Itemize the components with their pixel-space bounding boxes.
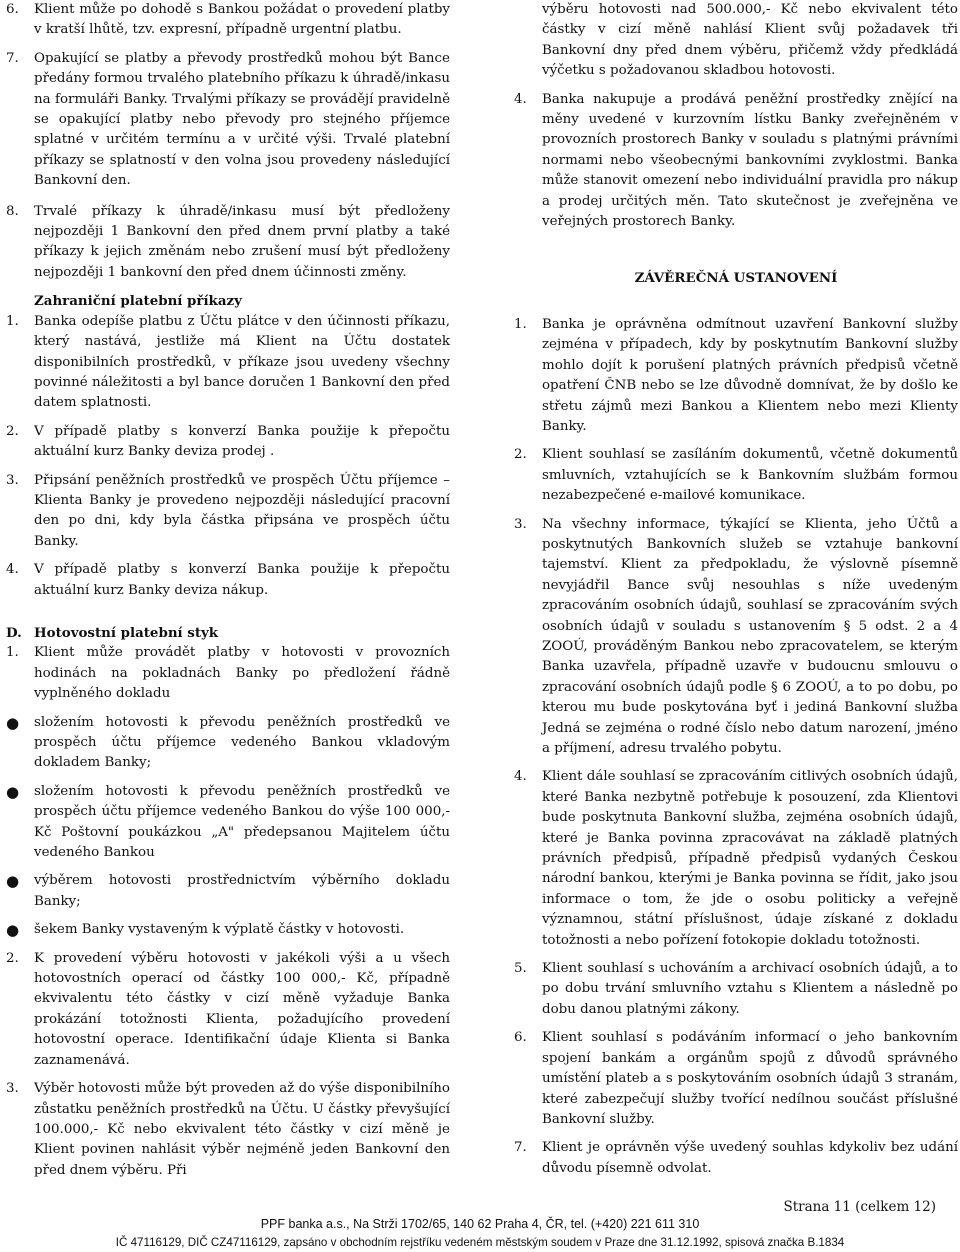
list-item bbox=[6, 1079, 450, 1181]
item-text: Na všechny informace, týkající se Klienta, jeho Účtů a poskytnutých Bankovních služeb se vztahuje bankovní tajemství. Klient za předpokladu, že výslovně písemně nevyjádřil Bance svůj nesouhlas s níže uvedeným zpracováním osobních údajů, souhlasí se zpracováním svých osobních údajů v souladu s ustanovením § 5 odst. 2 a 4 ZOOÚ, prováděným Bankou nebo zpracovatelem, se kterým Banka uzavřela, případně uzavře v budoucnu smlouvu o zpracování osobních údajů podle § 6 ZOOÚ, a to po dobu, po kterou mu bude poskytována byť i jediná Bankovní služba Jedná se zejména o rodné číslo nebo datum narození, jméno a příjmení, adresu trvalého pobytu. bbox=[542, 516, 958, 756]
bullet-icon: ● bbox=[6, 872, 20, 891]
list-item bbox=[514, 959, 958, 1020]
foreign-payments-heading: Zahraniční platební příkazy bbox=[34, 293, 242, 310]
list-item bbox=[514, 1028, 958, 1130]
item-text: Klient může provádět platby v hotovosti v provozních hodinách na pokladnách Banky po předložení řádně vyplněného dokladu bbox=[34, 645, 450, 702]
item-number: 1. bbox=[6, 645, 19, 661]
item-number: 3. bbox=[514, 516, 527, 532]
item-text: Banka nakupuje a prodává peněžní prostředky znějící na měny uvedené v kurzovním lístku Banky zveřejněném v provozních prostorech Banky v souladu s platnými právními normami nebo všeobecnými bankovními zvyklostmi. Banka může stanovit omezení nebo individuální pravidla pro nákup a prodej určitých měn. Tato skutečnost je zveřejněna ve veřejných prostorech Banky. bbox=[542, 91, 958, 230]
item-number: 6. bbox=[6, 2, 19, 17]
list-item bbox=[514, 315, 958, 437]
item-number: 5. bbox=[514, 961, 527, 977]
section-title: Hotovostní platební styk bbox=[34, 624, 219, 641]
item-number: 3. bbox=[6, 472, 19, 488]
item-number: 7. bbox=[6, 50, 19, 66]
item-number: 2. bbox=[514, 447, 527, 463]
item-text: Banka je oprávněna odmítnout uzavření Bankovní služby zejména v případech, kdy by poskytnutím Bankovní služby mohlo dojít k porušení platných právních předpisů včetně opatření ČNB nebo se lze důvodně domnívat, že by došlo ke střetu zájmů mezi Bankou a Klientem nebo mezi Klienty Banky. bbox=[542, 316, 958, 434]
item-text: Klient je oprávněn výše uvedený souhlas kdykoliv bez udání důvodu písemně odvolat. bbox=[542, 1140, 958, 1176]
list-item bbox=[514, 515, 958, 760]
item-number: 3. bbox=[6, 1081, 19, 1097]
list-item bbox=[6, 0, 450, 41]
item-number: 4. bbox=[514, 769, 527, 785]
section-letter: D. bbox=[6, 624, 22, 641]
bullet-text: složením hotovosti k převodu peněžních prostředků ve prospěch účtu příjemce vedeného Bankou do výše 100 000,- Kč Poštovní poukázkou „A" předepsanou Majitelem účtu vedeného Bankou bbox=[34, 783, 450, 861]
item-text: V případě platby s konverzí Banka použije k přepočtu aktuální kurz Banky deviza nákup. bbox=[34, 562, 450, 598]
continuation-paragraph bbox=[514, 0, 958, 82]
item-number: 1. bbox=[6, 313, 19, 329]
item-number: 7. bbox=[514, 1140, 527, 1156]
item-text: V případě platby s konverzí Banka použije k přepočtu aktuální kurz Banky deviza prodej . bbox=[34, 423, 450, 460]
list-item bbox=[6, 643, 450, 704]
right-column bbox=[514, 0, 958, 1187]
item-text: Klient souhlasí s podáváním informací o jeho bankovním spojení bankám a orgánům spojů z důvodů správného umístění plateb a s poskytováním osobních údajů 3 stranám, které zabezpečují služby tvořící nedílnou součást příslušné Bankovní služby. bbox=[542, 1030, 958, 1127]
item-text: Klient může po dohodě s Bankou požádat o provedení platby v kratší lhůtě, tzv. expresní, případně urgentní platbu. bbox=[34, 2, 450, 38]
item-text: Klient dále souhlasí se zpracováním citlivých osobních údajů, které Banka nezbytně potřebuje k posouzení, zda Klientovi bude poskytnuta Bankovní služba, zejména osobních údajů, které je Banka povinna zpracovávat na základě platných právních předpisů, případně předpisů vydaných Českou národní bankou, kterými je Banka povinna se řídit, jako jsou informace o tom, že jde o osobu politicky a veřejně významnou, státní příslušnost, údaje získané z dokladu totožnosti a nebo pořízení fotokopie dokladu totožnosti. bbox=[542, 769, 958, 948]
item-number: 1. bbox=[514, 316, 527, 332]
list-item bbox=[6, 560, 450, 601]
list-item bbox=[6, 49, 450, 192]
item-text: výběru hotovosti nad 500.000,- Kč nebo ekvivalent této částky v cizí měně nahlásí Klient svůj požadavek tři Bankovní dny před dnem výběru, přičemž vždy předkládá výčetku s požadovanou skladbou hotovosti. bbox=[542, 2, 958, 79]
bullet-item bbox=[6, 713, 450, 774]
list-item bbox=[6, 422, 450, 463]
item-number: 8. bbox=[6, 203, 19, 219]
list-item bbox=[514, 445, 958, 506]
item-text: Připsání peněžních prostředků ve prospěch Účtu příjemce – Klienta Banky je provedeno nejpozději následující pracovní den po dni, kdy byla částka připsána ve prospěch účtu Banky. bbox=[34, 472, 450, 549]
list-item bbox=[6, 312, 450, 414]
final-provisions-heading: ZÁVĚREČNÁ USTANOVENÍ bbox=[634, 270, 838, 287]
bullet-item bbox=[6, 920, 450, 940]
page-number: Strana 11 (celkem 12) bbox=[783, 1199, 936, 1215]
item-number: 2. bbox=[6, 423, 19, 439]
list-item bbox=[514, 90, 958, 233]
bullet-text: složením hotovosti k převodu peněžních prostředků ve prospěch účtu příjemce vedeného Bankou vkladovým dokladem Banky; bbox=[34, 714, 450, 771]
item-number: 4. bbox=[6, 562, 19, 578]
item-text: Trvalé příkazy k úhradě/inkasu musí být předloženy nejpozději 1 Bankovní den před dnem první platby a také příkazy k jejich změnám nebo zrušení musí být předloženy nejpozději 1 bankovní den před dnem účinnosti změny. bbox=[34, 203, 450, 280]
section-d-heading bbox=[6, 623, 450, 643]
item-text: Klient souhlasí se zasíláním dokumentů, včetně dokumentů smluvních, vztahujících se k Bankovním službám formou nezabezpečené e-mailové komunikace. bbox=[542, 447, 958, 504]
item-text: Výběr hotovosti může být proveden až do výše disponibilního zůstatku peněžních prostředků na Účtu. U částky převyšující 100.000,- Kč nebo ekvivalent této částky v cizí měně je Klient povinen nahlásit výběr nejméně jeden Bankovní den před dnem výběru. Při bbox=[34, 1081, 450, 1178]
item-text: Banka odepíše platbu z Účtu plátce v den účinnosti příkazu, který nastává, jestliže má Klient na Účtu dostatek disponibilních prostředků, v příkaze jsou uvedeny všechny povinné náležitosti a byl bance doručen 1 Bankovní den před datem splatnosti. bbox=[34, 313, 450, 411]
bullet-text: výběrem hotovosti prostřednictvím výběrního dokladu Banky; bbox=[34, 873, 450, 909]
list-item bbox=[514, 767, 958, 951]
bullet-text: šekem Banky vystaveným k výplatě částky v hotovosti. bbox=[34, 922, 405, 938]
item-text: K provedení výběru hotovosti v jakékoli výši a u všech hotovostních operací od částky 100 000,- Kč, případně ekvivalentu této částky v cizí měně vyžaduje Banka prokázání totožnosti Klienta, požadujícího provedení hotovostní operace. Identifikační údaje Klienta si Banka zaznamenává. bbox=[34, 950, 450, 1068]
bullet-icon: ● bbox=[6, 921, 20, 940]
left-column bbox=[6, 0, 450, 1189]
bullet-item bbox=[6, 871, 450, 912]
footer-registration: IČ 47116129, DIČ CZ47116129, zapsáno v obchodním rejstříku vedeném městským soudem v Praze dne 31.12.1992, spisová značka B.1834 bbox=[115, 1236, 845, 1249]
bullet-icon: ● bbox=[6, 782, 20, 801]
item-text: Klient souhlasí s uchováním a archivací osobních údajů, a to po dobu trvání smluvního vztahu s Klientem a následně po dobu danou platnými zákony. bbox=[542, 961, 958, 1017]
list-item bbox=[6, 202, 450, 284]
list-item bbox=[514, 1138, 958, 1179]
bullet-icon: ● bbox=[6, 713, 20, 732]
bullet-item bbox=[6, 782, 450, 864]
item-number: 2. bbox=[6, 950, 19, 966]
item-number: 4. bbox=[514, 91, 527, 107]
item-text: Opakující se platby a převody prostředků mohou být Bance předány formou trvalého platebního příkazu k úhradě/inkasu na formuláři Banky. Trvalými příkazy se provádějí pravidelně se opakující platby nebo převody pro stejného příjemce splatné v určitém termínu a v určité výši. Trvalé platební příkazy se splatností v den volna jsou provedeny následující Bankovní den. bbox=[34, 50, 450, 189]
list-item bbox=[6, 471, 450, 553]
list-item bbox=[6, 949, 450, 1071]
item-number: 6. bbox=[514, 1030, 527, 1046]
footer-address: PPF banka a.s., Na Strži 1702/65, 140 62 Praha 4, ČR, tel. (+420) 221 611 310 bbox=[260, 1217, 700, 1231]
